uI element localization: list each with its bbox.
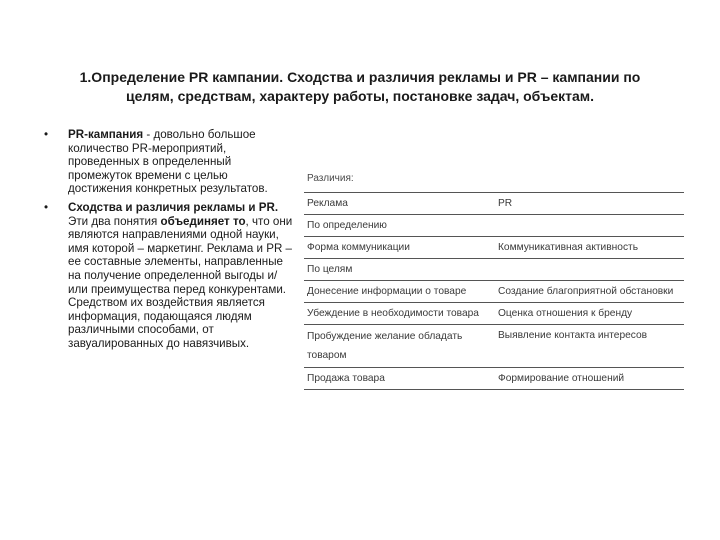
table-cell: Оценка отношения к бренду: [497, 308, 633, 319]
table-cell: Реклама: [307, 198, 348, 209]
table-row: [304, 281, 684, 303]
table-cell: Форма коммуникации: [307, 242, 410, 253]
table-cell: Формирование отношений: [497, 373, 625, 384]
slide-title-line-1: 1.Определение PR кампании. Сходства и различия рекламы и PR – кампании по: [79, 69, 641, 85]
table-cell: Донесение информации о товаре: [307, 286, 467, 297]
table-cell: PR: [497, 198, 513, 209]
table-row: [304, 215, 684, 237]
slide-title: [40, 68, 680, 106]
bullet-dot-icon: •: [44, 128, 49, 141]
bullet-item: [40, 201, 295, 351]
bullet-term: Сходства и различия рекламы и PR.: [68, 200, 279, 214]
bullet-text: , что они являются направлениями одной науки, имя которой – маркетинг. Реклама и PR – ее составные элементы, направленные на получение определенной выгоды и/или преимущества перед конкурентами. Средством их воздействия является информация, подающаяся людям различными способами, от завуалированных до навязчивых.: [68, 214, 293, 350]
bullet-text: - довольно большое количество PR-мероприятий, проведенных в определенный промежуток времени с целью достижения конкретных результатов.: [68, 128, 268, 196]
table-row: [304, 193, 684, 215]
table-cell: Создание благоприятной обстановки: [497, 286, 674, 297]
table-cell: Коммуникативная активность: [497, 242, 639, 253]
table-row: [304, 259, 684, 281]
table-cell: По целям: [307, 264, 353, 275]
bullet-emphasis: объединяет то: [160, 214, 246, 228]
table-row: [304, 237, 684, 259]
table-row: [304, 325, 684, 368]
table-caption: Различия:: [307, 173, 354, 184]
bullet-text: Эти два понятия: [68, 214, 161, 228]
table-cell: Продажа товара: [307, 373, 385, 384]
table-cell: По определению: [307, 220, 387, 231]
table-cell: Пробуждение желание обладать товаром: [307, 331, 463, 361]
bullet-dot-icon: •: [44, 200, 49, 214]
differences-table: [304, 170, 684, 390]
table-row: [304, 368, 684, 390]
table-body: [304, 192, 684, 390]
bullet-item: [40, 128, 295, 196]
table-cell: [495, 215, 684, 236]
table-cell: Выявление контакта интересов: [497, 330, 648, 341]
bullet-term: PR-кампания: [68, 128, 144, 141]
table-cell: [495, 259, 684, 280]
table-cell: Убеждение в необходимости товара: [307, 308, 479, 319]
bullet-list: [40, 128, 295, 356]
slide-title-line-2: целям, средствам, характеру работы, постановке задач, объектам.: [125, 88, 595, 104]
table-row: [304, 303, 684, 325]
